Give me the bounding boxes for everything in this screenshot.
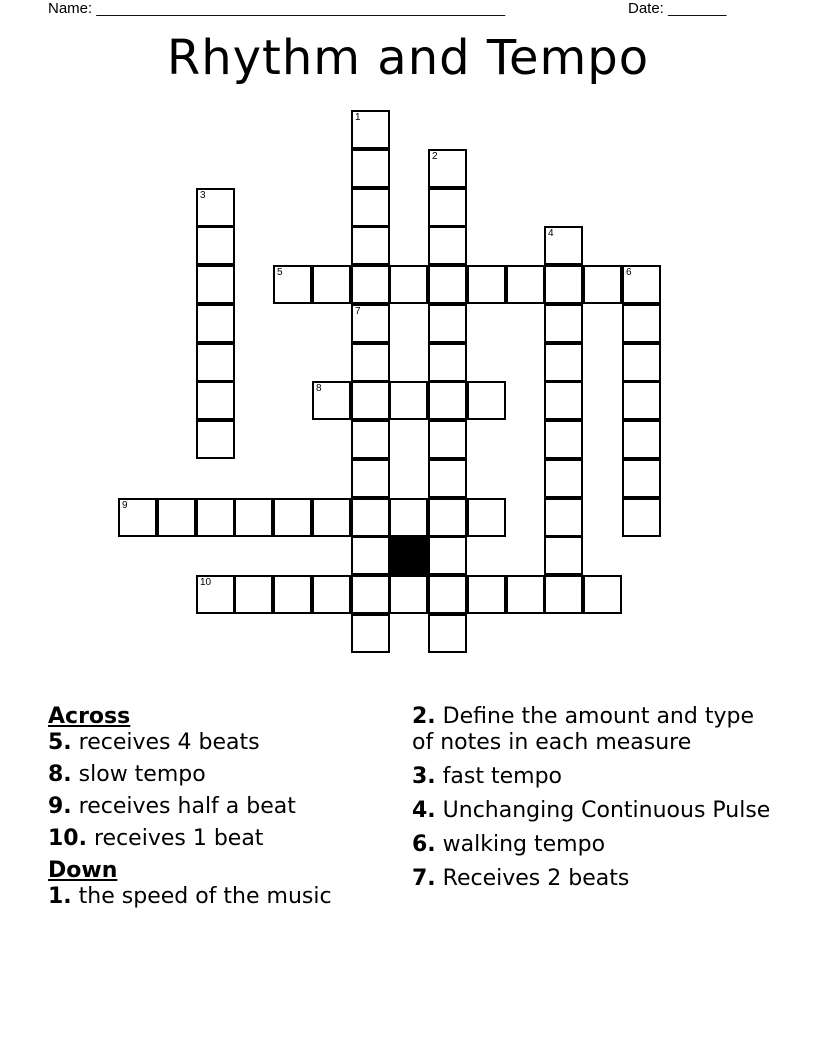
clue-across-8 — [48, 762, 398, 788]
clue-text: receives half a beat — [71, 794, 296, 819]
grid-cell[interactable] — [428, 226, 467, 265]
grid-cell[interactable] — [389, 575, 428, 614]
clue-down-4 — [412, 798, 772, 824]
grid-cell[interactable] — [544, 304, 583, 343]
clue-text: receives 1 beat — [86, 826, 264, 851]
cell-number: 9 — [122, 500, 128, 511]
grid-cell[interactable] — [351, 343, 390, 382]
grid-cell[interactable] — [351, 381, 390, 420]
clue-text: fast tempo — [435, 764, 562, 789]
grid-cell[interactable] — [544, 265, 583, 304]
date-field-label: Date: _______ — [628, 0, 727, 17]
grid-cell[interactable] — [351, 265, 390, 304]
grid-cell[interactable] — [157, 498, 196, 537]
grid-cell[interactable] — [544, 536, 583, 575]
grid-cell[interactable] — [351, 188, 390, 227]
grid-cell[interactable] — [467, 575, 506, 614]
grid-cell[interactable] — [428, 188, 467, 227]
clue-number: 10. — [48, 826, 87, 851]
grid-cell[interactable] — [428, 614, 467, 653]
cell-number: 7 — [355, 306, 361, 317]
grid-cell[interactable] — [273, 498, 312, 537]
clue-number: 4. — [412, 798, 436, 823]
grid-cell[interactable] — [196, 188, 235, 227]
grid-cell[interactable] — [506, 265, 545, 304]
grid-cell[interactable] — [428, 304, 467, 343]
grid-cell[interactable] — [273, 575, 312, 614]
grid-cell[interactable] — [351, 420, 390, 459]
grid-cell[interactable] — [544, 420, 583, 459]
grid-cell[interactable] — [506, 575, 545, 614]
grid-cell[interactable] — [428, 149, 467, 188]
clue-down-6 — [412, 832, 772, 858]
grid-cell[interactable] — [312, 575, 351, 614]
grid-cell[interactable] — [622, 459, 661, 498]
grid-cell[interactable] — [234, 575, 273, 614]
clue-number: 1. — [48, 884, 72, 909]
cell-number: 6 — [626, 267, 632, 278]
grid-cell[interactable] — [389, 498, 428, 537]
grid-cell[interactable] — [389, 381, 428, 420]
grid-cell[interactable] — [196, 226, 235, 265]
grid-cell[interactable] — [351, 149, 390, 188]
clue-across-10 — [48, 826, 398, 852]
clues-left-column — [48, 704, 398, 916]
grid-cell[interactable] — [196, 381, 235, 420]
grid-cell[interactable] — [544, 575, 583, 614]
grid-cell[interactable] — [428, 459, 467, 498]
grid-cell[interactable] — [467, 381, 506, 420]
clue-number: 5. — [48, 730, 72, 755]
cell-number: 10 — [200, 577, 212, 588]
cell-number: 4 — [548, 228, 554, 239]
grid-cell[interactable] — [428, 420, 467, 459]
clue-across-9 — [48, 794, 398, 820]
clue-text: the speed of the music — [71, 884, 332, 909]
clues-right-column — [412, 704, 772, 900]
grid-cell[interactable] — [196, 343, 235, 382]
grid-cell[interactable] — [583, 575, 622, 614]
grid-cell[interactable] — [428, 343, 467, 382]
grid-cell[interactable] — [622, 420, 661, 459]
down-heading: Down — [48, 858, 118, 883]
clue-number: 6. — [412, 832, 436, 857]
clue-number: 7. — [412, 866, 436, 891]
clue-text: slow tempo — [71, 762, 206, 787]
grid-cell[interactable] — [196, 304, 235, 343]
grid-cell[interactable] — [351, 575, 390, 614]
grid-cell[interactable] — [622, 265, 661, 304]
grid-cell[interactable] — [428, 536, 467, 575]
grid-cell[interactable] — [544, 498, 583, 537]
grid-cell[interactable] — [428, 575, 467, 614]
cell-number: 3 — [200, 190, 206, 201]
grid-cell[interactable] — [622, 343, 661, 382]
grid-cell[interactable] — [428, 381, 467, 420]
clue-down-3 — [412, 764, 772, 790]
grid-cell[interactable] — [544, 343, 583, 382]
clue-number: 2. — [412, 704, 436, 729]
clue-down-7 — [412, 866, 772, 892]
grid-block-cell — [389, 536, 428, 575]
clue-text: walking tempo — [435, 832, 606, 857]
grid-cell[interactable] — [118, 498, 157, 537]
grid-cell[interactable] — [234, 498, 273, 537]
page-title: Rhythm and Tempo — [166, 30, 650, 86]
cell-number: 1 — [355, 112, 361, 123]
grid-cell[interactable] — [389, 265, 428, 304]
clue-text: Define the amount and type of notes in each measure — [412, 704, 754, 755]
clue-down-2 — [412, 704, 772, 756]
grid-cell[interactable] — [622, 498, 661, 537]
grid-cell[interactable] — [196, 498, 235, 537]
grid-cell[interactable] — [622, 304, 661, 343]
grid-cell[interactable] — [196, 575, 235, 614]
cell-number: 5 — [277, 267, 283, 278]
grid-cell[interactable] — [273, 265, 312, 304]
grid-cell[interactable] — [312, 381, 351, 420]
grid-cell[interactable] — [544, 459, 583, 498]
clue-text: receives 4 beats — [71, 730, 260, 755]
grid-cell[interactable] — [351, 226, 390, 265]
grid-cell[interactable] — [467, 265, 506, 304]
grid-cell[interactable] — [351, 110, 390, 149]
clue-number: 3. — [412, 764, 436, 789]
name-field-label: Name: _________________________________________________ — [48, 0, 506, 17]
grid-cell[interactable] — [351, 459, 390, 498]
cell-number: 2 — [432, 151, 438, 162]
clue-down-1 — [48, 884, 398, 910]
clue-across-5 — [48, 730, 398, 756]
clue-text: Receives 2 beats — [435, 866, 630, 891]
cell-number: 8 — [316, 383, 322, 394]
grid-cell[interactable] — [544, 381, 583, 420]
clue-text: Unchanging Continuous Pulse — [435, 798, 771, 823]
grid-cell[interactable] — [312, 498, 351, 537]
grid-cell[interactable] — [351, 498, 390, 537]
grid-cell[interactable] — [428, 498, 467, 537]
grid-cell[interactable] — [467, 498, 506, 537]
grid-cell[interactable] — [428, 265, 467, 304]
grid-cell[interactable] — [622, 381, 661, 420]
grid-cell[interactable] — [351, 536, 390, 575]
clue-number: 8. — [48, 762, 72, 787]
grid-cell[interactable] — [351, 304, 390, 343]
grid-cell[interactable] — [583, 265, 622, 304]
grid-cell[interactable] — [312, 265, 351, 304]
grid-cell[interactable] — [196, 265, 235, 304]
grid-cell[interactable] — [544, 226, 583, 265]
grid-cell[interactable] — [351, 614, 390, 653]
across-heading: Across — [48, 704, 131, 729]
grid-cell[interactable] — [196, 420, 235, 459]
clue-number: 9. — [48, 794, 72, 819]
